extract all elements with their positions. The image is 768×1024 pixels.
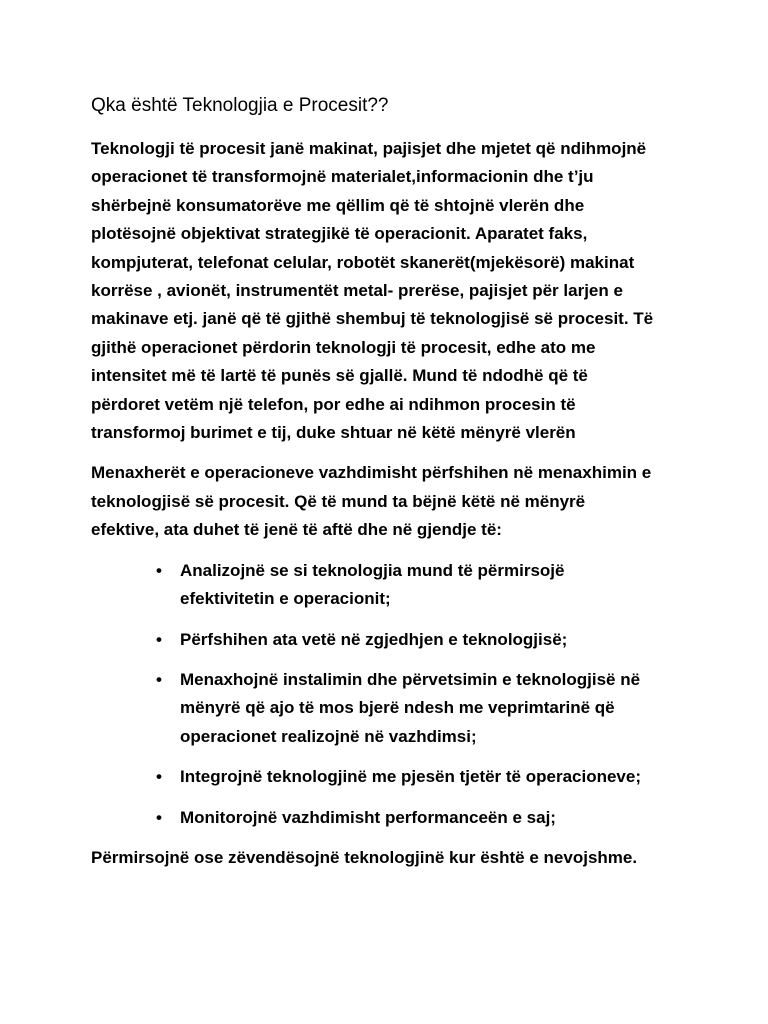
list-item [91,666,691,751]
paragraph-line: operacionet të transformojnë materialet,informacionin dhe t’ju [91,167,594,187]
list-item-line: Përfshihen ata vetë në zgjedhjen e teknologjisë; [180,629,568,649]
list-item [91,763,691,791]
paragraph-line: kompjuterat, telefonat celular, robotët skanerët(mjekësorë) makinat [91,252,635,272]
paragraph-line: gjithë operacionet përdorin teknologji të procesit, edhe ato me [91,337,596,357]
list-item-line: Monitorojnë vazhdimisht performanceën e saj; [180,807,556,827]
list-item-line: Analizojnë se si teknologjia mund të përmirsojë [180,560,565,580]
bullet-icon: • [156,767,162,787]
list-item [91,557,691,614]
paragraph-line: shërbejnë konsumatorëve me qëllim që të shtojnë vlerën dhe [91,195,585,215]
list-item-line: efektivitetin e operacionit; [180,589,391,609]
bullet-icon: • [156,560,162,580]
paragraph-line: transformoj burimet e tij, duke shtuar në këtë mënyrë vlerën [91,423,576,443]
paragraph-closing: Përmirsojnë ose zëvendësojnë teknologjinë kur është e nevojshme. [91,847,638,867]
bullet-icon: • [156,629,162,649]
paragraph-line: përdoret vetëm një telefon, por edhe ai ndihmon procesin të [91,394,576,414]
document-title: Qka është Teknologjia e Procesit?? [91,95,389,116]
paragraph-line: Menaxherët e operacioneve vazhdimisht përfshihen në menaxhimin e [91,463,652,483]
list-item-line: Menaxhojnë instalimin dhe përvetsimin e teknologjisë në [180,669,641,689]
paragraph-line: intensitet më të lartë të punës së gjallë. Mund të ndodhë që të [91,366,588,386]
paragraph-line: korrëse , avionët, instrumentët metal- prerëse, pajisjet për larjen e [91,281,623,301]
paragraph-line: efektive, ata duhet të jenë të aftë dhe në gjendje të: [91,520,502,540]
list-item [91,626,691,654]
paragraph-intro [91,135,691,447]
bullet-icon: • [156,807,162,827]
bullet-icon: • [156,669,162,689]
list-item-line: operacionet realizojnë në vazhdimsi; [180,726,477,746]
bullet-list [91,557,691,832]
list-item [91,804,691,832]
paragraph-managers [91,459,691,544]
document-content [91,93,691,872]
paragraph-line: makinave etj. janë që të gjithë shembuj të teknologjisë së procesit. Të [91,309,654,329]
list-item-line: mënyrë që ajo të mos bjerë ndesh me veprimtarinë që [180,698,615,718]
paragraph-line: plotësojnë objektivat strategjikë të operacionit. Aparatet faks, [91,224,588,244]
list-item-line: Integrojnë teknologjinë me pjesën tjetër të operacioneve; [180,767,642,787]
paragraph-line: Teknologji të procesit janë makinat, pajisjet dhe mjetet që ndihmojnë [91,139,647,158]
paragraph-line: teknologjisë së procesit. Që të mund ta bëjnë këtë në mënyrë [91,491,586,511]
